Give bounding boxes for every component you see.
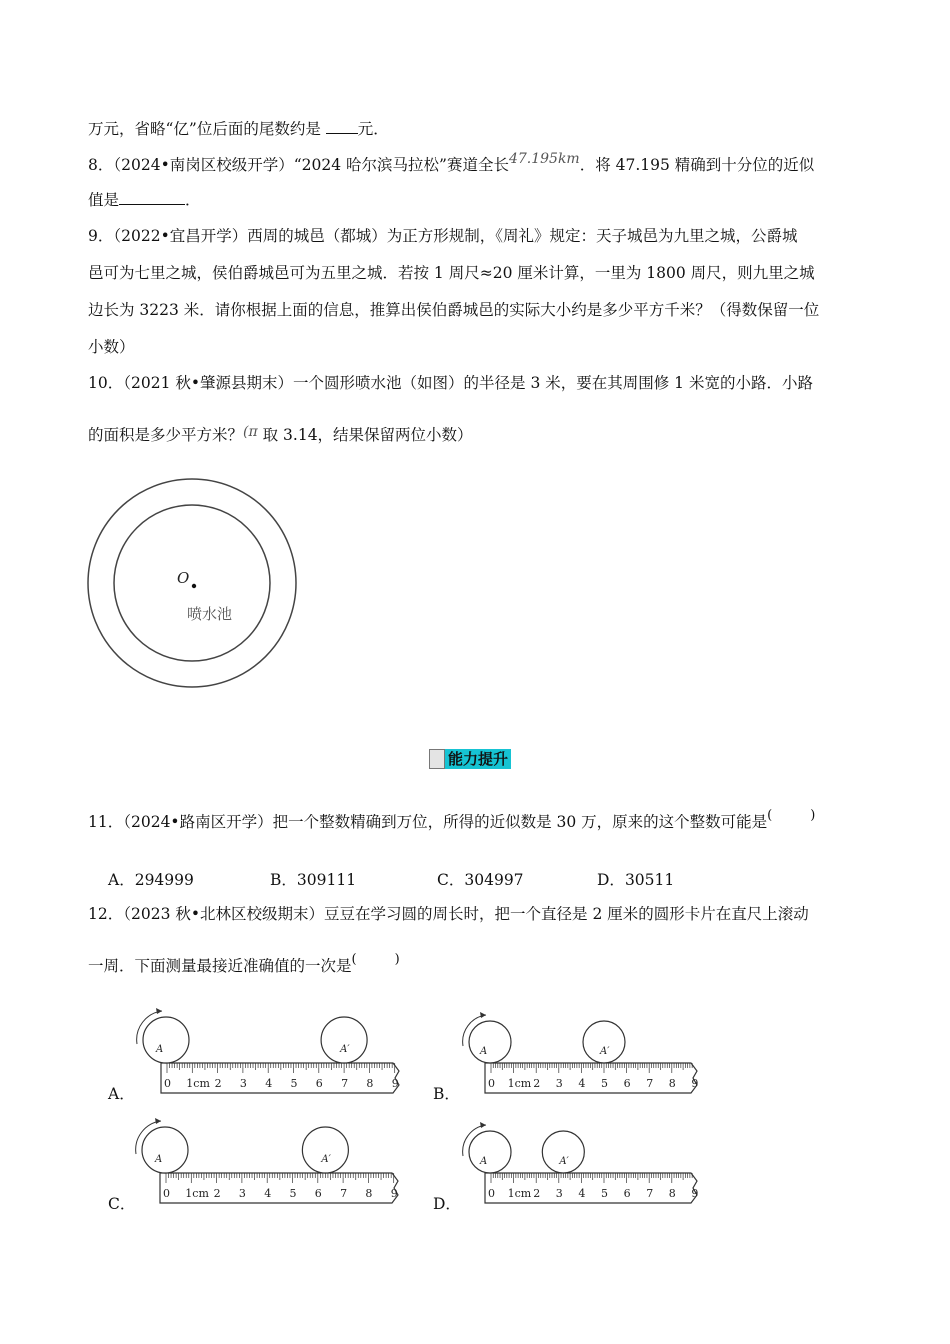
ruler-tick-label: 5 — [290, 1077, 298, 1090]
card-start-circle — [469, 1021, 511, 1063]
q8-number: 8． — [88, 156, 114, 174]
q11-text: 把一个整数精确到万位，所得的近似数是 30 万，原来的这个整数可能是 — [272, 813, 768, 831]
q8-math-distance: 47.195km — [508, 151, 580, 167]
q10-text-1: 一个圆形喷水池（如图）的半径是 3 米，要在其周围修 1 米宽的小路．小路 — [293, 374, 813, 392]
fountain-figure — [85, 476, 305, 696]
q11-paren-close: ) — [810, 808, 816, 823]
ruler-tick-label: 5 — [601, 1187, 608, 1200]
ruler-tick-label: 6 — [315, 1077, 323, 1090]
q10-number: 10． — [88, 374, 124, 392]
ruler-tick-label: 8 — [668, 1077, 676, 1090]
rolling-arrow-head — [155, 1118, 161, 1124]
card-start-label: A — [155, 1154, 163, 1165]
q9-line-1 — [88, 225, 797, 247]
card-end-label: A′ — [559, 1156, 569, 1167]
q9-text-3: 边长为 3223 米．请你根据上面的信息，推算出侯伯爵城邑的实际大小约是多少平方千米？（得数保留一位 — [88, 301, 820, 319]
q12-figure-b-letter: B． — [433, 1085, 460, 1103]
q11-option-c[interactable] — [437, 868, 524, 890]
ruler-tick-label: 3 — [555, 1187, 563, 1200]
q11-option-b-value: 309111 — [296, 871, 357, 889]
pool-label: 喷水池 — [187, 605, 233, 623]
q11-option-d-value: 30511 — [624, 871, 675, 889]
ruler-tick-label: 2 — [533, 1187, 541, 1200]
ruler-tick-label: 7 — [341, 1077, 349, 1090]
card-end-label: A′ — [600, 1046, 610, 1057]
card-end-circle — [321, 1017, 367, 1063]
q10-source: （2021 秋•肇源县期末） — [123, 374, 294, 392]
ruler-tick-label: 4 — [578, 1077, 586, 1090]
q12-line-1 — [88, 903, 809, 925]
q11-option-c-value: 304997 — [464, 871, 524, 889]
q7-tail-line — [88, 118, 389, 140]
q12-figure-c-letter: C． — [108, 1195, 136, 1213]
q9-source: （2022•宜昌开学） — [113, 227, 248, 245]
q9-line-4 — [88, 336, 135, 358]
section-marker-icon — [429, 749, 445, 769]
q12-number: 12． — [88, 905, 124, 923]
q12-text-2: 一周．下面测量最接近准确值的一次是 — [88, 957, 352, 975]
rolling-arrow-head — [156, 1008, 162, 1014]
q7-answer-blank[interactable] — [326, 133, 358, 134]
ruler-tick-label: 6 — [314, 1187, 322, 1200]
q11-paren-open: ( — [767, 808, 773, 823]
center-point — [192, 584, 196, 588]
q8-text-a: “2024 哈尔滨马拉松”赛道全长 — [293, 156, 509, 174]
ruler-tick-label: 9 — [390, 1187, 398, 1200]
rolling-arrow-head — [480, 1122, 486, 1128]
ruler-tick-label: 5 — [601, 1077, 608, 1090]
card-start-circle — [143, 1017, 189, 1063]
section-title: 能力提升 — [445, 749, 511, 769]
q12-figure-d-letter: D． — [433, 1195, 461, 1213]
ruler-tick-label: 5 — [289, 1187, 297, 1200]
ruler-tick-label: 1cm — [186, 1077, 210, 1090]
ruler-tick-label: 0 — [488, 1187, 495, 1200]
ruler-tick-label: 4 — [264, 1187, 272, 1200]
ruler-tick-label: 8 — [668, 1187, 676, 1200]
ruler-tick-label: 6 — [623, 1077, 631, 1090]
ruler-tick-label: 0 — [163, 1187, 170, 1200]
ruler-tick-label: 2 — [214, 1077, 222, 1090]
ruler-tick-label: 1cm — [507, 1187, 532, 1200]
section-heading — [429, 748, 511, 770]
q11-source: （2024•路南区开学） — [123, 813, 273, 831]
card-end-label: A′ — [321, 1154, 331, 1165]
q11-option-d[interactable] — [597, 868, 674, 890]
ruler-tick-label: 8 — [366, 1077, 374, 1090]
q12-paren-open: ( — [351, 952, 357, 967]
q11-option-a-value: 294999 — [134, 871, 194, 889]
q12-source: （2023 秋•北林区校级期末） — [123, 905, 325, 923]
ruler-tick-label: 9 — [691, 1187, 699, 1200]
ruler-tick-label: 3 — [555, 1077, 563, 1090]
ruler-tick-label: 0 — [164, 1077, 171, 1090]
q12-line-2 — [88, 952, 400, 979]
q12-text-1: 豆豆在学习圆的周长时，把一个直径是 2 厘米的圆形卡片在直尺上滚动 — [324, 905, 809, 923]
q7-tail-text: 万元，省略“亿”位后面的尾数约是 — [88, 120, 326, 138]
rolling-arrow-head — [480, 1012, 486, 1018]
ruler-tick-label: 4 — [578, 1187, 586, 1200]
card-start-label: A — [480, 1046, 488, 1057]
q9-text-1: 西周的城邑（都城）为正方形规制，《周礼》规定：天子城邑为九里之城，公爵城 — [247, 227, 798, 245]
q12-figure-d[interactable] — [450, 1115, 710, 1210]
ruler-tick-label: 4 — [265, 1077, 273, 1090]
q11-option-a-letter: A． — [108, 871, 135, 889]
q7-tail-unit: 元． — [357, 120, 389, 138]
ruler-tick-label: 8 — [365, 1187, 373, 1200]
q12-figure-b[interactable] — [450, 1005, 710, 1100]
q9-number: 9． — [88, 227, 114, 245]
q12-figure-a-letter: A． — [108, 1085, 135, 1103]
card-start-circle — [142, 1127, 188, 1173]
q8-answer-blank[interactable] — [119, 204, 185, 205]
q11-option-b-letter: B． — [270, 871, 297, 889]
q12-paren-close: ) — [394, 952, 400, 967]
q10-line-2 — [88, 424, 473, 447]
q10-pi-symbol: (π — [243, 424, 258, 440]
ruler-tick-label: 3 — [238, 1187, 246, 1200]
ruler-tick-label: 9 — [691, 1077, 699, 1090]
pool-circle — [114, 505, 270, 661]
q8-text-b: ．将 47.195 精确到十分位的近似 — [579, 156, 815, 174]
q11-option-c-letter: C． — [437, 871, 465, 889]
card-end-circle — [302, 1127, 348, 1173]
q12-figure-a[interactable] — [125, 1005, 415, 1100]
ruler-tick-label: 6 — [623, 1187, 631, 1200]
q11-number: 11． — [88, 813, 124, 831]
q11-option-b[interactable] — [270, 868, 356, 890]
q10-text-2a: 的面积是多少平方米？ — [88, 426, 244, 444]
ruler-tick-label: 0 — [488, 1077, 495, 1090]
q11-line-1 — [88, 808, 816, 835]
q9-line-2 — [88, 262, 815, 284]
q12-figure-c[interactable] — [125, 1115, 415, 1210]
card-start-label: A — [480, 1156, 488, 1167]
q8-source: （2024•南岗区校级开学） — [113, 156, 294, 174]
ruler-tick-label: 7 — [340, 1187, 348, 1200]
ruler-tick-label: 9 — [391, 1077, 399, 1090]
q11-option-a[interactable] — [108, 868, 194, 890]
q9-text-4: 小数） — [88, 338, 135, 356]
ruler-tick-label: 1cm — [185, 1187, 209, 1200]
outer-path-circle — [88, 479, 296, 687]
ruler-tick-label: 2 — [213, 1187, 221, 1200]
card-start-label: A — [156, 1044, 164, 1055]
card-start-circle — [469, 1131, 511, 1173]
card-end-label: A′ — [340, 1044, 350, 1055]
q9-text-2: 邑可为七里之城，侯伯爵城邑可为五里之城．若按 1 周尺≈20 厘米计算，一里为 1800 周尺，则九里之城 — [88, 264, 815, 282]
q11-option-d-letter: D． — [597, 871, 625, 889]
ruler-tick-label: 2 — [533, 1077, 541, 1090]
q8-line-1 — [88, 151, 815, 177]
q10-line-1 — [88, 372, 813, 394]
q8-text-d: ． — [185, 191, 201, 209]
q8-line-2 — [88, 189, 201, 211]
ruler-tick-label: 7 — [646, 1077, 654, 1090]
q9-line-3 — [88, 299, 819, 321]
q10-text-2b: 取 3.14，结果保留两位小数） — [257, 426, 473, 444]
ruler-tick-label: 3 — [239, 1077, 247, 1090]
center-label: O — [177, 569, 190, 587]
q8-text-c: 值是 — [88, 191, 120, 209]
ruler-tick-label: 7 — [646, 1187, 654, 1200]
ruler-tick-label: 1cm — [507, 1077, 532, 1090]
